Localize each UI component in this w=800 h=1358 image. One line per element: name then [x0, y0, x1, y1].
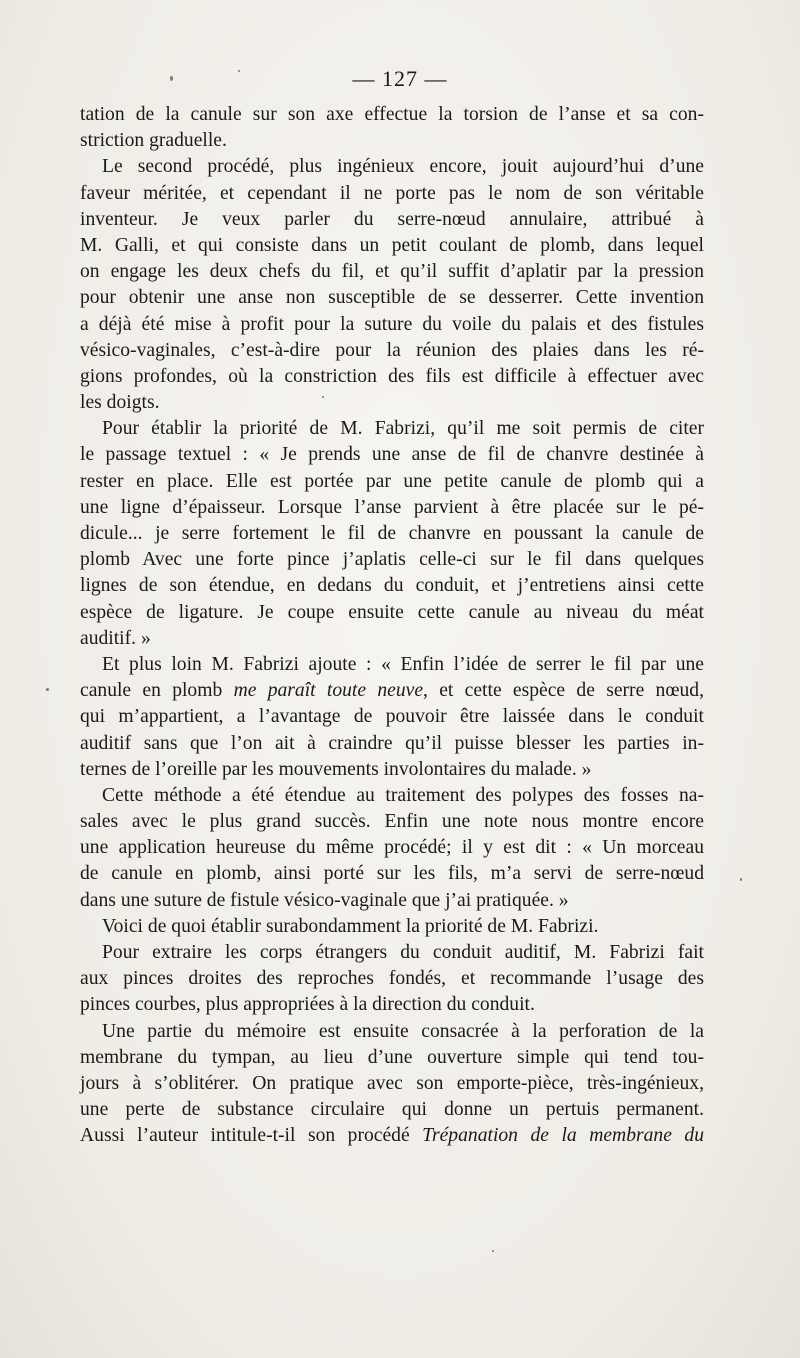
text-line: on engage les deux chefs du fil, et qu’il suffit d’aplatir par la pression: [80, 261, 704, 283]
text-line: les doigts.: [80, 392, 160, 414]
text-line: Et plus loin M. Fabrizi ajoute : « Enfin l’idée de serrer le fil par une: [102, 653, 704, 675]
text-line: dicule... je serre fortement le fil de chanvre en poussant la canule de: [80, 523, 704, 544]
scan-speck: [322, 396, 324, 398]
text-line: tation de la canule sur son axe effectue la torsion de l’anse et sa con-: [80, 104, 704, 125]
text-line: a déjà été mise à profit pour la suture du voile du palais et des fistules: [80, 313, 704, 335]
text-line: une ligne d’épaisseur. Lorsque l’anse parvient à être placée sur le pé-: [80, 496, 704, 518]
text-line: espèce de ligature. Je coupe ensuite cette canule au niveau du méat: [80, 601, 704, 623]
text-line: une application heureuse du même procédé; il y est dit : « Un morceau: [80, 837, 704, 859]
text-line: Le second procédé, plus ingénieux encore, jouit aujourd’hui d’une: [102, 156, 704, 178]
text-line: pinces courbes, plus appropriées à la direction du conduit.: [80, 994, 535, 1016]
scan-speck: [740, 878, 742, 881]
text-line: jours à s’oblitérer. On pratique avec son emporte-pièce, très-ingénieux,: [80, 1072, 704, 1094]
text-line: M. Galli, et qui consiste dans un petit coulant de plomb, dans lequel: [80, 234, 704, 256]
text-line: plomb Avec une forte pince j’aplatis celle-ci sur le fil dans quelques: [80, 549, 704, 571]
text-line: striction graduelle.: [80, 130, 227, 152]
text-line: canule en plomb me paraît toute neuve, et cette espèce de serre nœud,: [80, 680, 704, 702]
text-line: qui m’appartient, a l’avantage de pouvoir être laissée dans le conduit: [80, 706, 704, 728]
text-line: Pour établir la priorité de M. Fabrizi, qu’il me soit permis de citer: [102, 418, 704, 440]
text-line: vésico-vaginales, c’est-à-dire pour la réunion des plaies dans les ré-: [80, 339, 704, 361]
scan-speck: [46, 688, 49, 691]
text-line: sales avec le plus grand succès. Enfin une note nous montre encore: [80, 811, 704, 833]
text-line: aux pinces droites des reproches fondés, et recommande l’usage des: [80, 968, 704, 990]
text-line: une perte de substance circulaire qui donne un pertuis permanent.: [80, 1099, 704, 1121]
text-line: ternes de l’oreille par les mouvements involontaires du malade. »: [80, 758, 592, 780]
text-line: gions profondes, où la constriction des fils est difficile à effectuer avec: [80, 365, 704, 387]
body-text: [80, 102, 704, 1150]
text-line: le passage textuel : « Je prends une anse de fil de chanvre destinée à: [80, 444, 704, 466]
text-line: dans une suture de fistule vésico-vaginale que j’ai pratiquée. »: [80, 889, 569, 911]
text-line: lignes de son étendue, en dedans du conduit, et j’entretiens ainsi cette: [80, 575, 704, 597]
text-line: inventeur. Je veux parler du serre-nœud annulaire, attribué à: [80, 208, 704, 230]
text-line: Une partie du mémoire est ensuite consacrée à la perforation de la: [102, 1020, 704, 1042]
text-line: rester en place. Elle est portée par une petite canule de plomb qui a: [80, 470, 704, 492]
scan-speck: [238, 70, 240, 72]
text-line: faveur méritée, et cependant il ne porte pas le nom de son véritable: [80, 182, 704, 204]
text-line: Aussi l’auteur intitule-t-il son procédé Trépanation de la membrane du: [80, 1125, 704, 1147]
scan-speck: [170, 76, 173, 81]
text-line: de canule en plomb, ainsi porté sur les fils, m’a servi de serre-nœud: [80, 863, 704, 885]
scan-speck: [492, 1250, 494, 1252]
text-line: Pour extraire les corps étrangers du conduit auditif, M. Fabrizi fait: [102, 942, 704, 963]
text-line: membrane du tympan, au lieu d’une ouverture simple qui tend tou-: [80, 1046, 704, 1068]
text-line: auditif sans que l’on ait à craindre qu’il puisse blesser les parties in-: [80, 732, 704, 754]
page-number: — 127 —: [352, 66, 448, 91]
text-line: pour obtenir une anse non susceptible de se desserrer. Cette invention: [80, 287, 704, 309]
text-line: Cette méthode a été étendue au traitement des polypes des fosses na-: [102, 784, 704, 806]
italic-text: me paraît toute neuve: [233, 680, 424, 702]
text-line: auditif. »: [80, 627, 151, 649]
italic-text: Trépanation de la membrane du: [422, 1125, 704, 1147]
text-line: Voici de quoi établir surabondamment la priorité de M. Fabrizi.: [102, 915, 599, 937]
